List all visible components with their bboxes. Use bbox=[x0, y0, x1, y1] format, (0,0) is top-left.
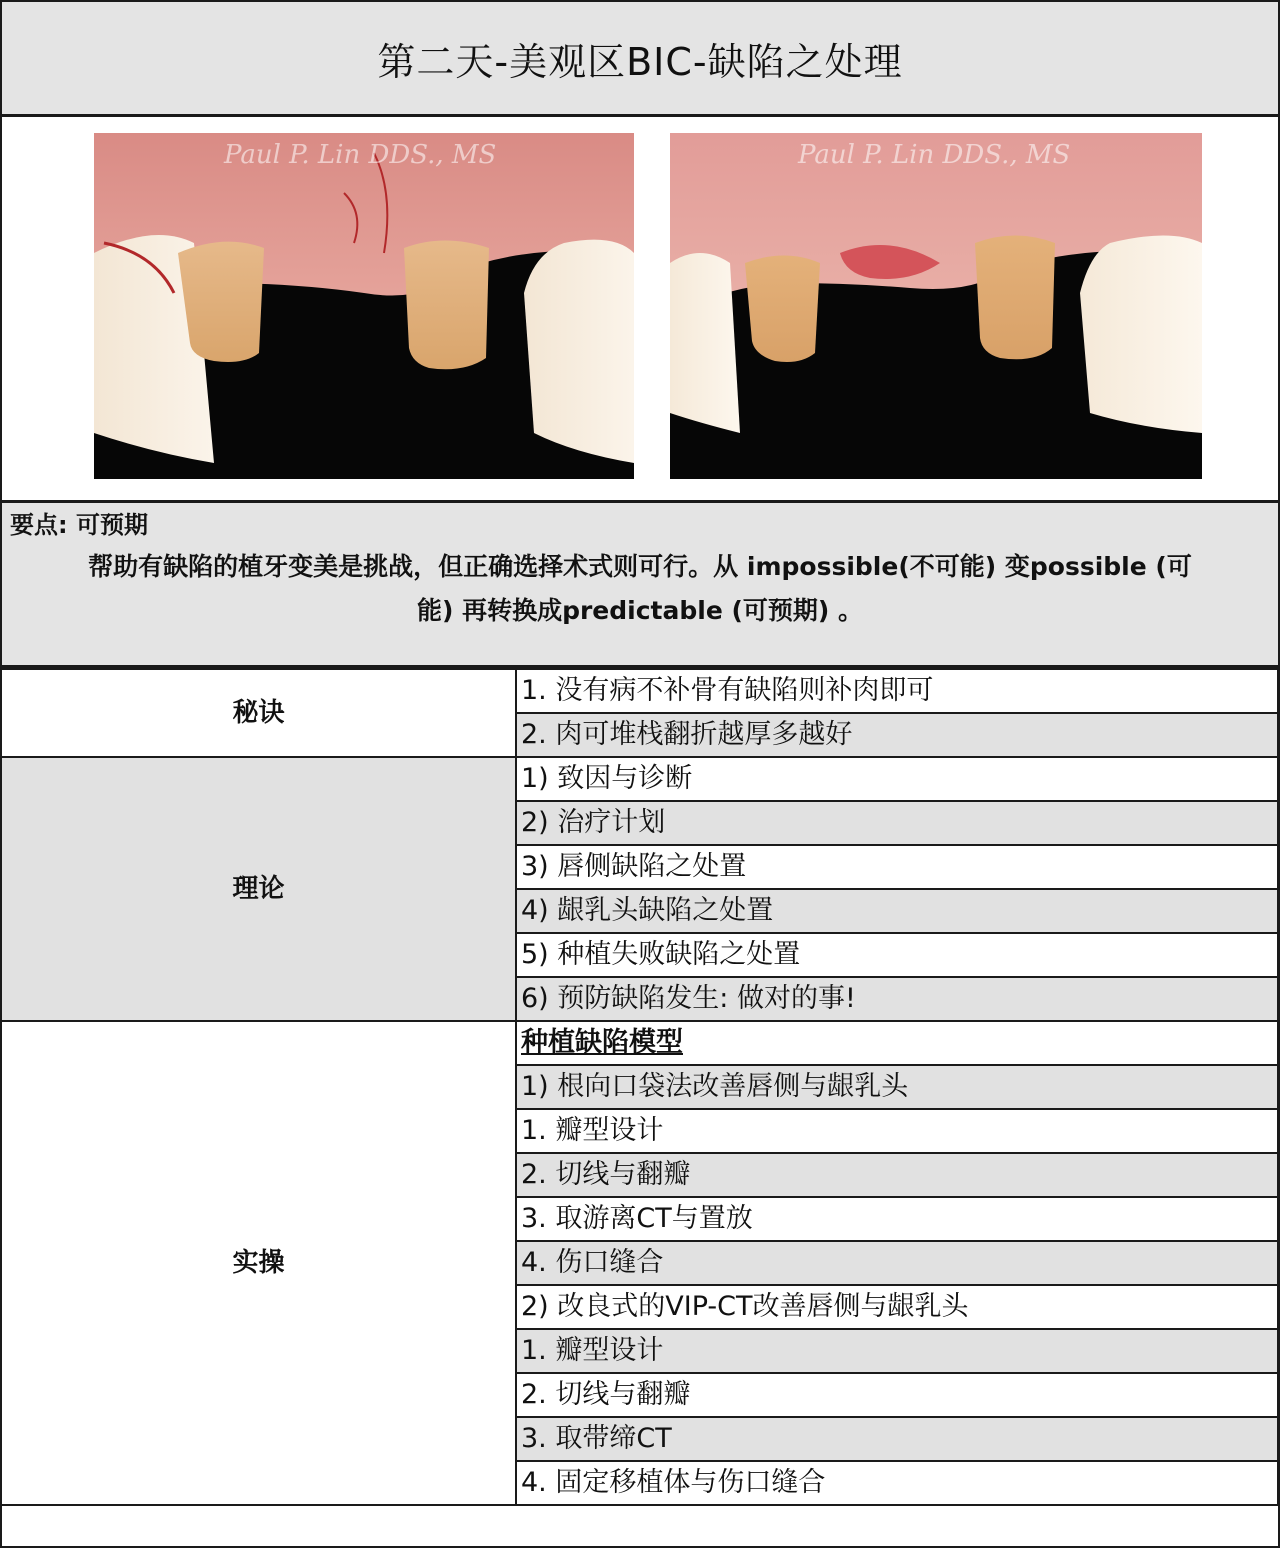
list-item: 1. 瓣型设计 bbox=[516, 1109, 1278, 1153]
watermark-left: Paul P. Lin DDS., MS bbox=[224, 140, 497, 170]
list-item: 6) 预防缺陷发生: 做对的事! bbox=[516, 977, 1278, 1021]
key-point-section bbox=[2, 503, 1278, 668]
page-title: 第二天-美观区BIC-缺陷之处理 bbox=[377, 39, 903, 84]
list-item: 2. 肉可堆栈翻折越厚多越好 bbox=[516, 713, 1278, 757]
list-item: 2) 改良式的VIP-CT改善唇侧与龈乳头 bbox=[516, 1285, 1278, 1329]
list-item: 4) 龈乳头缺陷之处置 bbox=[516, 889, 1278, 933]
list-item: 1. 没有病不补骨有缺陷则补肉即可 bbox=[516, 669, 1278, 713]
list-item: 2. 切线与翻瓣 bbox=[516, 1153, 1278, 1197]
key-point-line-2: 能) 再转换成predictable (可预期) 。 bbox=[416, 596, 864, 625]
list-item: 4. 固定移植体与伤口缝合 bbox=[516, 1461, 1278, 1505]
list-item: 2) 治疗计划 bbox=[516, 801, 1278, 845]
table-row bbox=[2, 1021, 1278, 1065]
outline-table bbox=[2, 668, 1279, 1506]
clinical-photo-before-image bbox=[94, 133, 634, 479]
list-item: 4. 伤口缝合 bbox=[516, 1241, 1278, 1285]
key-point-label: 要点: 可预期 bbox=[10, 511, 148, 539]
watermark-right: Paul P. Lin DDS., MS bbox=[798, 140, 1071, 170]
key-point-line-1: 帮助有缺陷的植牙变美是挑战，但正确选择术式则可行。从 impossible(不可能) 变possible (可 bbox=[88, 552, 1192, 581]
photo-panel bbox=[2, 117, 1278, 503]
section-heading-tips: 秘诀 bbox=[2, 669, 516, 757]
subsection-title: 种植缺陷模型 bbox=[521, 1027, 683, 1058]
clinical-photo-after-image bbox=[670, 133, 1202, 479]
list-item: 3. 取游离CT与置放 bbox=[516, 1197, 1278, 1241]
list-item: 3. 取带缔CT bbox=[516, 1417, 1278, 1461]
list-item: 1) 根向口袋法改善唇侧与龈乳头 bbox=[516, 1065, 1278, 1109]
list-item bbox=[516, 1021, 1278, 1065]
section-heading-theory: 理论 bbox=[2, 757, 516, 1021]
table-row bbox=[2, 669, 1278, 713]
list-item: 1. 瓣型设计 bbox=[516, 1329, 1278, 1373]
clinical-photo-before bbox=[94, 133, 634, 479]
title-bar bbox=[2, 2, 1278, 117]
clinical-photo-after bbox=[670, 133, 1202, 479]
list-item: 3) 唇侧缺陷之处置 bbox=[516, 845, 1278, 889]
table-row bbox=[2, 757, 1278, 801]
key-point-text bbox=[10, 545, 1270, 633]
list-item: 1) 致因与诊断 bbox=[516, 757, 1278, 801]
section-heading-practice: 实操 bbox=[2, 1021, 516, 1505]
list-item: 5) 种植失败缺陷之处置 bbox=[516, 933, 1278, 977]
list-item: 2. 切线与翻瓣 bbox=[516, 1373, 1278, 1417]
